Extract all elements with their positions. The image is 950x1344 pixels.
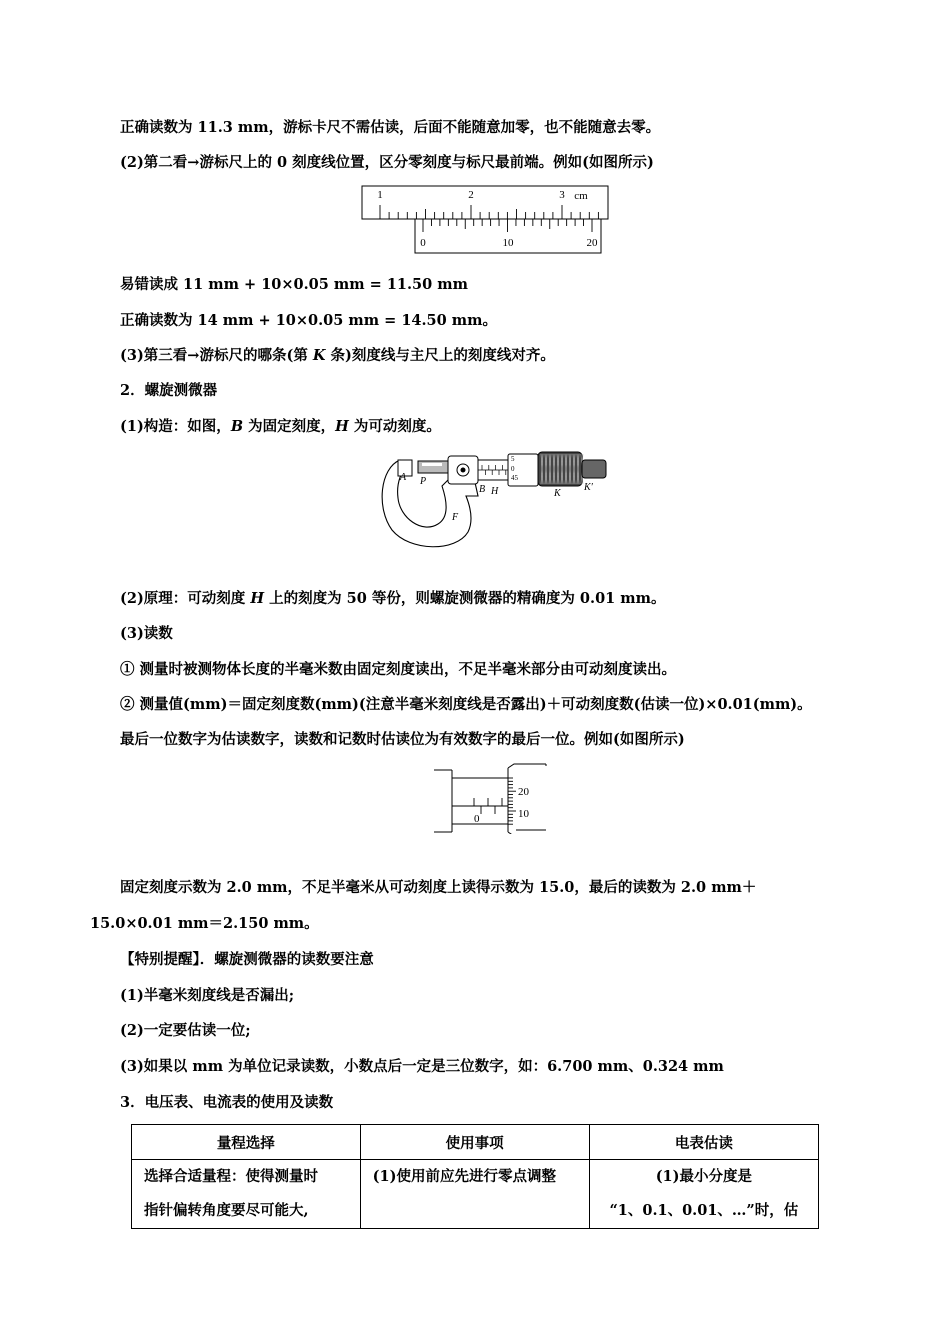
table-row [132, 1160, 819, 1229]
cell-text: (1)最小分度是 [655, 1168, 752, 1185]
label-K: K [554, 488, 561, 499]
thimble-label: 5 [511, 455, 515, 463]
micrometer-figure [378, 448, 610, 554]
cell-text: 指针偏转角度要尽可能大, [144, 1202, 309, 1219]
vernier-label: 10 [502, 237, 514, 249]
text-line: (3)读数 [120, 625, 173, 642]
section-heading: 2．螺旋测微器 [120, 382, 218, 399]
cell-text: (1)使用前应先进行零点调整 [372, 1168, 556, 1185]
table-cell [360, 1160, 589, 1229]
cell-text: “1、0.1、0.01、…”时，估 [609, 1202, 799, 1219]
label-H: H [491, 486, 499, 497]
label-B: B [479, 484, 486, 495]
table-cell [132, 1160, 361, 1229]
table-header-row [132, 1125, 819, 1160]
section-heading: 3．电压表、电流表的使用及读数 [120, 1094, 334, 1111]
label-A: A [400, 472, 407, 483]
thimble-label: 10 [518, 808, 529, 820]
table-header: 使用事项 [360, 1125, 589, 1160]
vernier-label: 20 [586, 237, 598, 249]
micrometer-reading-figure [434, 762, 550, 834]
main-scale-label: 3 [559, 189, 565, 201]
text-line: 固定刻度示数为 2.0 mm，不足半毫米从可动刻度上读得示数为 15.0，最后的读数为 2.0 mm＋ [120, 879, 757, 896]
vernier-label: 0 [420, 237, 426, 249]
thimble-label: 45 [511, 474, 518, 482]
note-heading: 【特别提醒】．螺旋测微器的读数要注意 [120, 951, 374, 968]
text-line: (3)第三看→游标尺的哪条(第 K 条)刻度线与主尺上的刻度线对齐。 [120, 347, 555, 364]
label-F: F [452, 512, 459, 523]
text-line: 最后一位数字为估读数字，读数和记数时估读位为有效数字的最后一位。例如(如图所示) [120, 731, 685, 748]
label-Kp: K′ [584, 482, 593, 493]
table-header: 量程选择 [132, 1125, 361, 1160]
text-line: 正确读数为 14 mm + 10×0.05 mm = 14.50 mm。 [120, 312, 497, 329]
meter-usage-table [131, 1124, 819, 1229]
text-line: (2)一定要估读一位; [120, 1022, 251, 1039]
table-cell [589, 1160, 818, 1229]
text-line: ① 测量时被测物体长度的半毫米数由固定刻度读出，不足半毫米部分由可动刻度读出。 [120, 661, 677, 678]
thimble-label: 20 [518, 786, 529, 798]
text-line: (3)如果以 mm 为单位记录读数，小数点后一定是三位数字，如：6.700 mm、0.324 mm [120, 1058, 724, 1075]
text-line: 正确读数为 11.3 mm，游标卡尺不需估读，后面不能随意加零，也不能随意去零。 [120, 119, 661, 136]
text-line: (1)构造：如图，B 为固定刻度，H 为可动刻度。 [120, 418, 441, 435]
vernier-caliper-figure [360, 184, 610, 256]
unit-label: cm [574, 190, 588, 202]
cell-text: 选择合适量程：使得测量时 [144, 1168, 318, 1185]
text-line: ② 测量值(mm)＝固定刻度数(mm)(注意半毫米刻度线是否露出)＋可动刻度数(估读一位)×0.01(mm)。 [120, 696, 812, 713]
fixed-scale-label: 0 [474, 813, 480, 825]
text-line: (1)半毫米刻度线是否漏出; [120, 987, 295, 1004]
text-line: (2)第二看→游标尺上的 0 刻度线位置，区分零刻度与标尺最前端。例如(如图所示) [120, 154, 654, 171]
label-P: P [420, 476, 427, 487]
table-header: 电表估读 [589, 1125, 818, 1160]
thimble-label: 0 [511, 465, 515, 473]
text-line: 15.0×0.01 mm＝2.150 mm。 [90, 915, 319, 932]
main-scale-label: 1 [377, 189, 383, 201]
main-scale-label: 2 [468, 189, 474, 201]
text-line: 易错读成 11 mm + 10×0.05 mm = 11.50 mm [120, 276, 468, 293]
text-line: (2)原理：可动刻度 H 上的刻度为 50 等份，则螺旋测微器的精确度为 0.01 mm。 [120, 590, 666, 607]
